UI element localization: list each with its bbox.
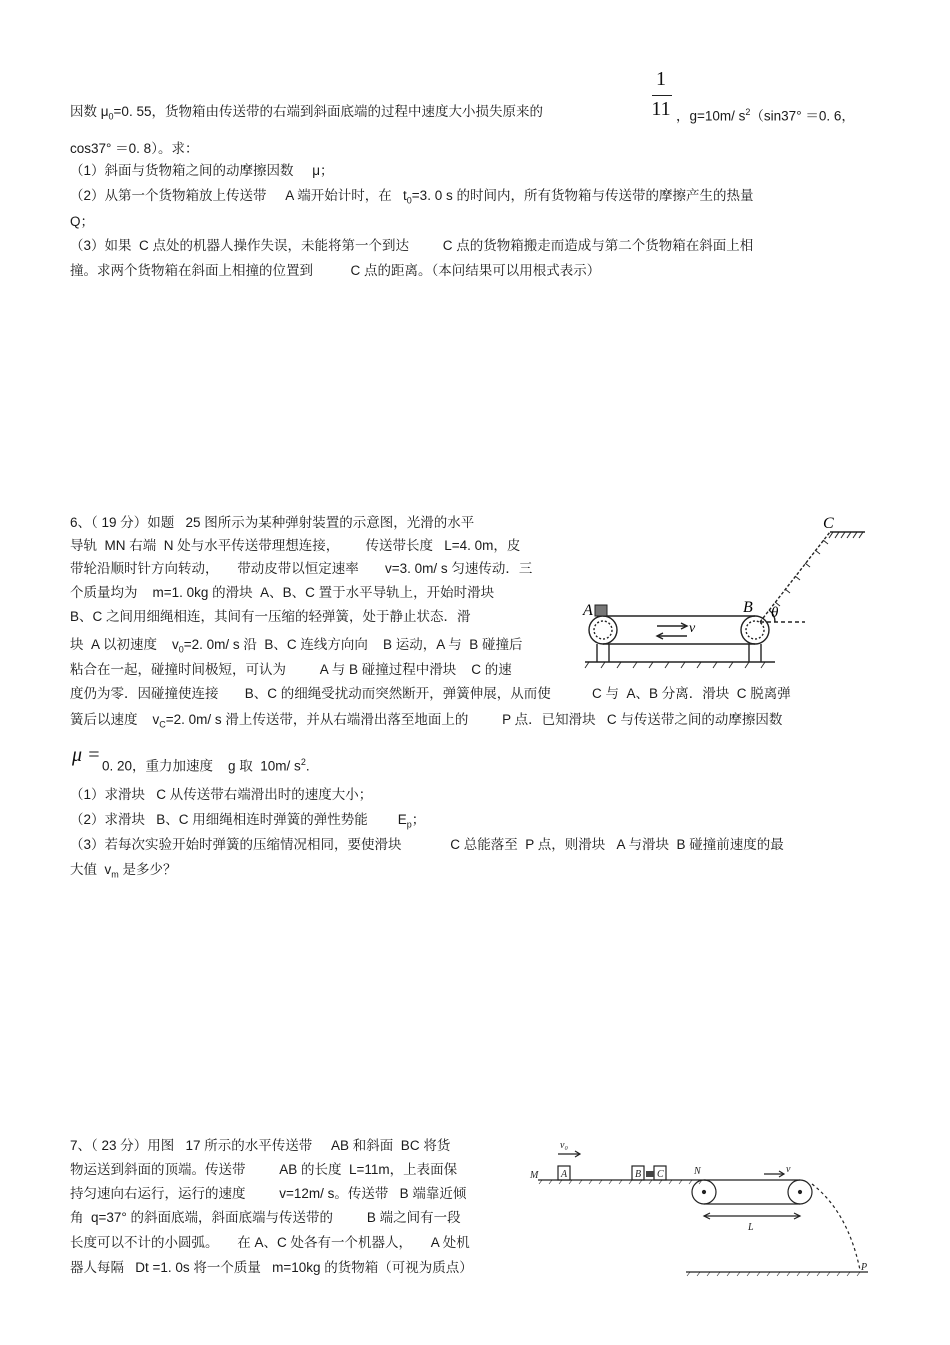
label-c: C: [823, 515, 834, 532]
s6-q1: （1）求滑块 C 从传送带右端滑出时的速度大小；: [70, 787, 373, 802]
s6-line7: 粘合在一起，碰撞时间极短，可认为 A 与 B 碰撞过程中滑块 C 的速: [70, 662, 512, 677]
text: =2. 0m/ s 沿 B、C 连线方向向 B 运动，A 与 B 碰撞后: [183, 637, 523, 652]
s6-line6: [70, 636, 522, 659]
s7-line4: 角 q=37° 的斜面底端，斜面底端与传送带的 B 端之间有一段: [70, 1210, 461, 1225]
label-p: P: [861, 1262, 868, 1273]
spring: [646, 1171, 654, 1177]
label-m: M: [530, 1170, 539, 1181]
sub: C: [159, 719, 166, 730]
text: 因数 μ: [70, 104, 109, 119]
s6-q2: [70, 811, 425, 834]
text: 簧后以速度 v: [70, 712, 160, 727]
text: 是多少？: [118, 862, 177, 877]
label-b: B: [635, 1169, 642, 1180]
label-l: L: [748, 1222, 754, 1233]
label-b: B: [743, 599, 753, 616]
text: =2. 0m/ s 滑上传送带，并从右端滑出落至地面上的 P 点．已知滑块 C 与传送带之间的动摩擦因数: [165, 712, 783, 727]
conveyor-projectile-diagram: [528, 1132, 873, 1282]
text: （2）求滑块 B、C 用细绳相连时弹簧的弹性势能 E: [70, 812, 407, 827]
s5-q3: （3）如果 C 点处的机器人操作失误，未能将第一个到达 C 点的货物箱搬走而造成与第二个货物箱在斜面上相: [70, 238, 754, 253]
sub: m: [111, 869, 119, 880]
s7-line1: 7、（ 23 分）用图 17 所示的水平传送带 AB 和斜面 BC 将货: [70, 1138, 451, 1153]
s6-line1: 6、（ 19 分）如题 25 图所示为某种弹射装置的示意图，光滑的水平: [70, 515, 475, 530]
s6-q3-cont: [70, 861, 177, 884]
s6-line3: 带轮沿顺时针方向转动， 带动皮带以恒定速率 v=3. 0m/ s 匀速传动．三: [70, 561, 533, 576]
s7-line5: 长度可以不计的小圆弧。 在 A、C 处各有一个机器人， A 处机: [70, 1235, 470, 1250]
s6-line5: B、C 之间用细绳相连，其间有一压缩的轻弹簧，处于静止状态．滑: [70, 609, 471, 624]
fraction-denominator: 11: [651, 98, 671, 120]
text: （sin37° ＝0. 6，: [750, 108, 855, 124]
sup: 2: [745, 107, 751, 117]
sub: 0: [178, 644, 184, 655]
text: ；: [411, 812, 426, 827]
s5-q1: （1）斜面与货物箱之间的动摩擦因数 μ；: [70, 163, 334, 178]
s6-line8: 度仍为零．因碰撞使连接 B、C 的细绳受扰动而突然断开，弹簧伸展，从而使 C 与 A、B 分离．滑块 C 脱离弹: [70, 686, 791, 701]
block-a: [595, 605, 607, 616]
text: =0. 55，货物箱由传送带的右端到斜面底端的过程中速度大小损失原来的: [113, 104, 543, 119]
s7-line6: 器人每隔 Dt =1. 0s 将一个质量 m=10kg 的货物箱（可视为质点）: [70, 1260, 473, 1275]
s5-line1: [70, 103, 543, 126]
label-v: v: [786, 1164, 791, 1175]
text: 块 A 以初速度 v: [70, 637, 179, 652]
s6-q3: （3）若每次实验开始时弹簧的压缩情况相同，要使滑块 C 总能落至 P 点，则滑块 A 与滑块 B 碰撞前速度的最: [70, 837, 784, 852]
label-v: v: [689, 621, 696, 636]
sub: 0: [108, 111, 114, 122]
fraction-bar: [652, 95, 672, 96]
text: =3. 0 s 的时间内，所有货物箱与传送带的摩擦产生的热量: [411, 188, 754, 203]
sup: 2: [300, 757, 306, 767]
label-n: N: [694, 1166, 701, 1177]
s5-line2: cos37° ＝0. 8）。求：: [70, 141, 199, 156]
s5-line1-end: [676, 103, 855, 126]
mu-symbol: μ =: [72, 744, 101, 766]
label-a: A: [583, 602, 593, 619]
s6-line9: [70, 711, 782, 734]
sub: 0: [406, 195, 412, 206]
fraction-numerator: 1: [656, 68, 666, 90]
s7-line3: 持匀速向右运行，运行的速度 v=12m/ s。传送带 B 端靠近倾: [70, 1186, 467, 1201]
label-c: C: [657, 1169, 664, 1180]
label-a: A: [561, 1169, 568, 1180]
s5-q3-cont: 撞。求两个货物箱在斜面上相撞的位置到 C 点的距离。（本问结果可以用根式表示）: [70, 263, 601, 278]
s6-line4: 个质量均为 m=1. 0kg 的滑块 A、B、C 置于水平导轨上，开始时滑块: [70, 585, 495, 600]
s6-line2: 导轨 MN 右端 N 处与水平传送带理想连接， 传送带长度 L=4. 0m，皮: [70, 538, 521, 553]
s5-q2-cont: Q；: [70, 214, 95, 229]
text: ，g=10m/ s: [676, 108, 746, 124]
label-v0: v₀: [560, 1140, 568, 1151]
text: 0. 20，重力加速度 g 取 10m/ s: [102, 758, 301, 774]
s5-q2: [70, 187, 753, 210]
s7-line2: 物运送到斜面的顶端。传送带 AB 的长度 L=11m，上表面保: [70, 1162, 458, 1177]
s6-line10: [102, 753, 310, 776]
sub: p: [406, 819, 412, 830]
text: .: [305, 758, 310, 774]
launcher-conveyor-diagram: [575, 510, 875, 685]
text: 大值 v: [70, 862, 112, 877]
text: （2）从第一个货物箱放上传送带 A 端开始计时，在 t: [70, 188, 407, 203]
label-theta: θ: [771, 605, 779, 621]
